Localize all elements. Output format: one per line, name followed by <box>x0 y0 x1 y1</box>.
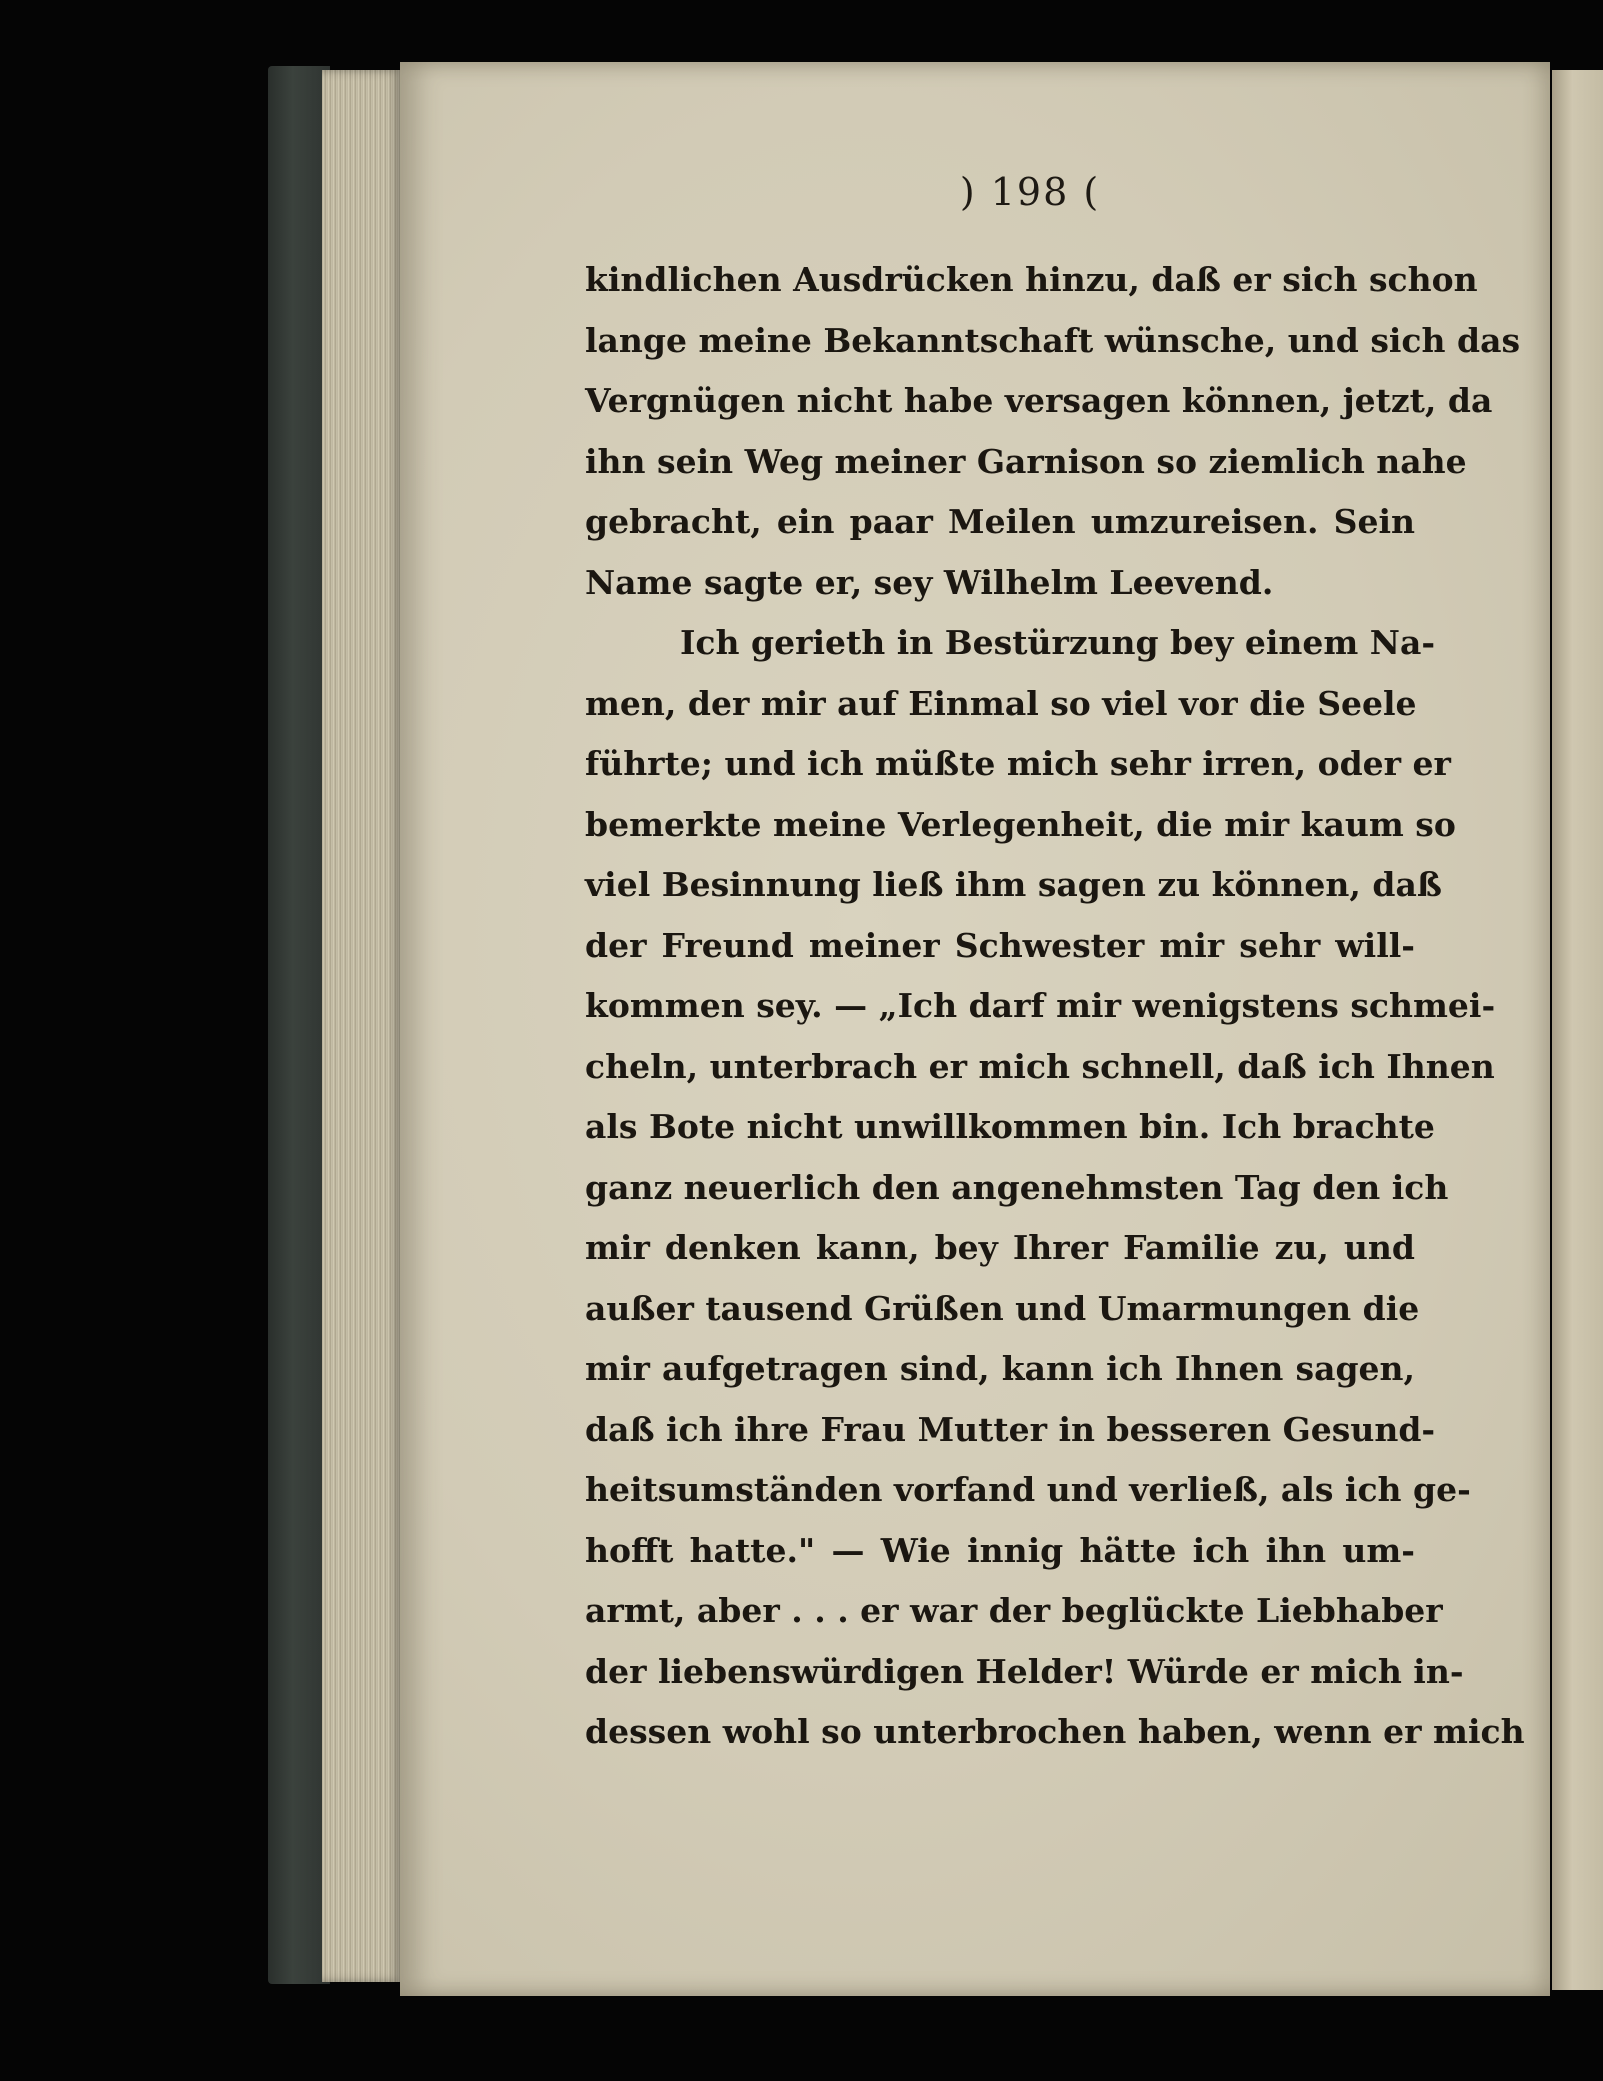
text-line: mir aufgetragen sind, kann ich Ihnen sagen, <box>585 1349 1415 1388</box>
text-line: Vergnügen nicht habe versagen können, jetzt, da <box>585 381 1493 420</box>
text-line: cheln, unterbrach er mich schnell, daß ich Ihnen <box>585 1046 1495 1086</box>
book-cover-edge <box>268 66 330 1984</box>
text-line: gebracht, ein paar Meilen umzureisen. Sein <box>585 502 1415 541</box>
text-line: führte; und ich müßte mich sehr irren, oder er <box>585 744 1451 783</box>
text-line: kindlichen Ausdrücken hinzu, daß er sich schon <box>585 260 1478 299</box>
text-line: Ich gerieth in Bestürzung bey einem Na- <box>680 623 1436 662</box>
text-line: als Bote nicht unwillkommen bin. Ich brachte <box>585 1107 1435 1146</box>
text-line: ganz neuerlich den angenehmsten Tag den ich <box>585 1167 1449 1207</box>
text-line: Name sagte er, sey Wilhelm Leevend. <box>585 562 1274 602</box>
text-line: kommen sey. — „Ich darf mir wenigstens schmei- <box>585 986 1496 1025</box>
text-line: mir denken kann, bey Ihrer Familie zu, und <box>585 1228 1415 1267</box>
text-line: daß ich ihre Frau Mutter in besseren Gesund- <box>585 1409 1436 1449</box>
text-line: der Freund meiner Schwester mir sehr will- <box>585 925 1415 965</box>
text-line: außer tausend Grüßen und Umarmungen die <box>585 1288 1420 1328</box>
text-line: armt, aber . . . er war der beglückte Liebhaber <box>585 1591 1443 1630</box>
text-line: lange meine Bekanntschaft wünsche, und sich das <box>585 320 1521 360</box>
text-line: men, der mir auf Einmal so viel vor die Seele <box>585 683 1417 723</box>
text-line: viel Besinnung ließ ihm sagen zu können, daß <box>585 865 1442 904</box>
text-line: ihn sein Weg meiner Garnison so ziemlich nahe <box>585 441 1467 481</box>
text-line: heitsumständen vorfand und verließ, als ich ge- <box>585 1470 1471 1509</box>
page-edges <box>322 70 402 1982</box>
facing-page-edge <box>1552 70 1603 1990</box>
page-number: ) 198 ( <box>959 170 1101 214</box>
text-line: der liebenswürdigen Helder! Würde er mich in- <box>585 1651 1464 1691</box>
text-line: bemerkte meine Verlegenheit, die mir kaum so <box>585 804 1456 844</box>
text-line: dessen wohl so unterbrochen haben, wenn er mich <box>585 1712 1525 1751</box>
text-line: hofft hatte." — Wie innig hätte ich ihn um- <box>585 1530 1415 1570</box>
body-text <box>585 250 1525 1763</box>
